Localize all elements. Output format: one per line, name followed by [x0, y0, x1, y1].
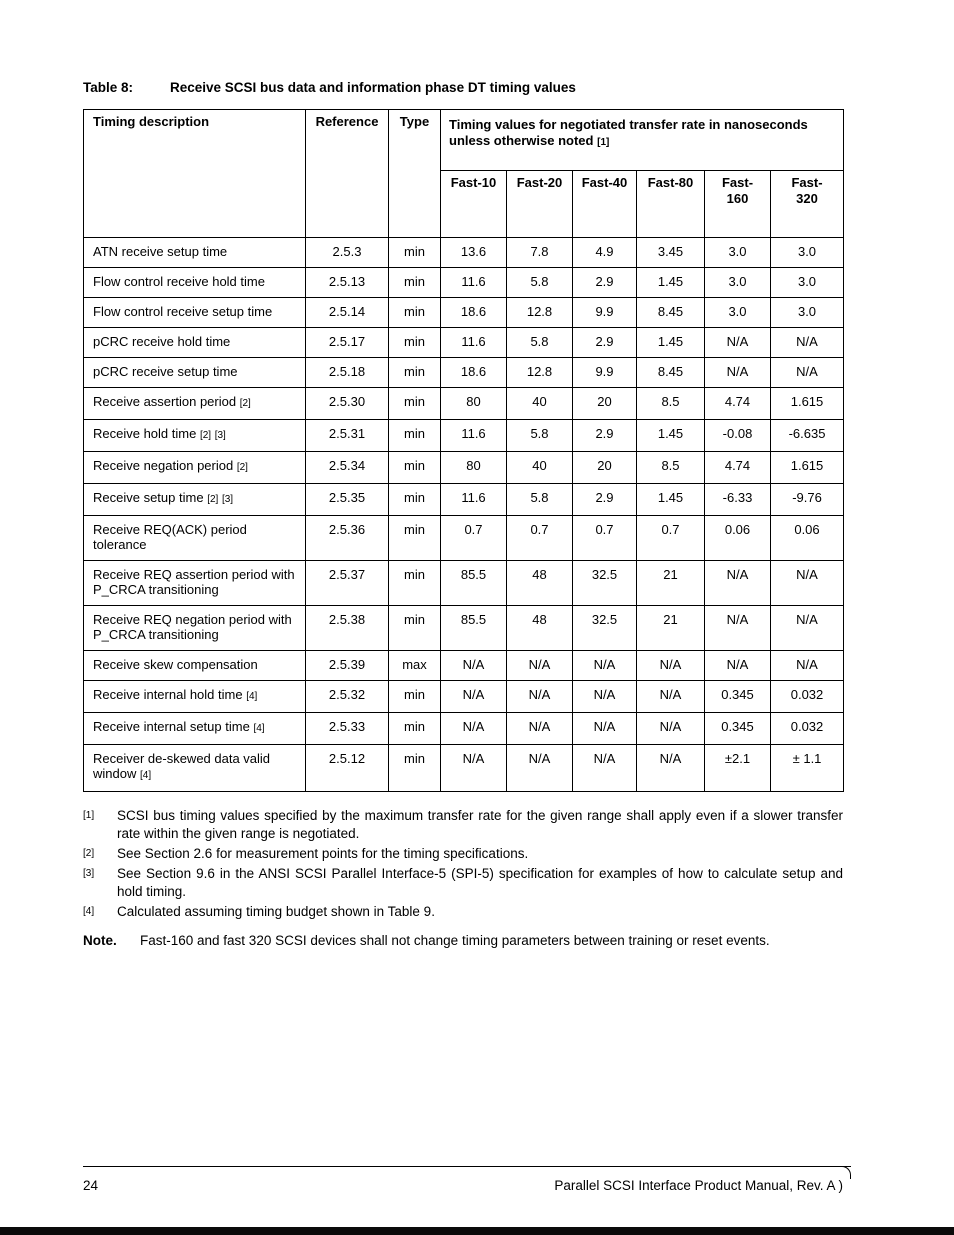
timing-description-cell: pCRC receive hold time [84, 328, 306, 358]
page-content [83, 80, 843, 950]
value-cell-fast-160: 3.0 [705, 298, 771, 328]
timing-description-cell: Receive REQ negation period with P_CRCA transitioning [84, 606, 306, 651]
span-header [441, 110, 844, 171]
reference-cell: 2.5.35 [306, 484, 389, 516]
value-cell-fast-160: ±2.1 [705, 745, 771, 792]
value-cell-fast-10: N/A [441, 713, 507, 745]
value-cell-fast-10: 11.6 [441, 484, 507, 516]
page-edge-bar [0, 1227, 954, 1235]
timing-description-cell: Receive internal setup time [4] [84, 713, 306, 745]
note-label: Note. [83, 933, 117, 948]
value-cell-fast-20: N/A [507, 713, 573, 745]
value-cell-fast-10: 80 [441, 452, 507, 484]
value-cell-fast-160: N/A [705, 328, 771, 358]
table-row [84, 238, 844, 268]
reference-cell: 2.5.3 [306, 238, 389, 268]
header-row-top [84, 110, 844, 171]
value-cell-fast-80: N/A [637, 681, 705, 713]
type-cell: min [389, 516, 441, 561]
timing-description-cell: Receiver de-skewed data valid window [4] [84, 745, 306, 792]
table-row [84, 420, 844, 452]
value-cell-fast-20: 48 [507, 561, 573, 606]
reference-cell: 2.5.31 [306, 420, 389, 452]
value-cell-fast-40: 0.7 [573, 516, 637, 561]
table-row [84, 561, 844, 606]
column-header-type: Type [389, 110, 441, 238]
reference-cell: 2.5.33 [306, 713, 389, 745]
footnotes [83, 807, 843, 921]
value-cell-fast-320: N/A [771, 358, 844, 388]
reference-cell: 2.5.18 [306, 358, 389, 388]
footnote-text: See Section 2.6 for measurement points for the timing specifications. [117, 846, 529, 861]
table-row [84, 328, 844, 358]
value-cell-fast-80: 3.45 [637, 238, 705, 268]
type-cell: min [389, 298, 441, 328]
value-cell-fast-20: N/A [507, 681, 573, 713]
reference-cell: 2.5.17 [306, 328, 389, 358]
value-cell-fast-320: 3.0 [771, 268, 844, 298]
footnote-ref-1: [1] [597, 137, 610, 148]
table-row [84, 358, 844, 388]
footnote-ref: [4] [246, 691, 258, 702]
footer-manual-title: Parallel SCSI Interface Product Manual, Rev. A ) [554, 1178, 843, 1193]
value-cell-fast-160: 0.06 [705, 516, 771, 561]
timing-table [83, 109, 844, 792]
value-cell-fast-10: N/A [441, 681, 507, 713]
value-cell-fast-80: 1.45 [637, 268, 705, 298]
value-cell-fast-10: 11.6 [441, 420, 507, 452]
value-cell-fast-40: 2.9 [573, 268, 637, 298]
value-cell-fast-320: N/A [771, 328, 844, 358]
value-cell-fast-20: N/A [507, 745, 573, 792]
footnote-ref: [2] [199, 430, 212, 441]
value-cell-fast-10: 85.5 [441, 561, 507, 606]
value-cell-fast-320: 0.032 [771, 713, 844, 745]
footnote-text: See Section 9.6 in the ANSI SCSI Parallel Interface-5 (SPI-5) specification for examples of how to calculate setup and hold timing. [117, 866, 843, 899]
value-cell-fast-10: 18.6 [441, 298, 507, 328]
value-cell-fast-320: 1.615 [771, 452, 844, 484]
timing-description-cell: Receive skew compensation [84, 651, 306, 681]
reference-cell: 2.5.37 [306, 561, 389, 606]
footer [83, 1178, 843, 1193]
footnote [83, 903, 843, 921]
value-cell-fast-40: 20 [573, 452, 637, 484]
footnote-ref: [2] [236, 462, 248, 473]
value-cell-fast-20: 5.8 [507, 328, 573, 358]
column-header-fast-40: Fast-40 [573, 171, 637, 238]
footnote-marker: [2] [83, 848, 95, 859]
value-cell-fast-80: 0.7 [637, 516, 705, 561]
value-cell-fast-160: 0.345 [705, 713, 771, 745]
value-cell-fast-80: 1.45 [637, 484, 705, 516]
footnote-text: Calculated assuming timing budget shown in Table 9. [117, 904, 435, 919]
value-cell-fast-160: 3.0 [705, 268, 771, 298]
type-cell: min [389, 713, 441, 745]
value-cell-fast-160: 4.74 [705, 388, 771, 420]
value-cell-fast-40: 9.9 [573, 358, 637, 388]
table-row [84, 606, 844, 651]
value-cell-fast-40: 32.5 [573, 561, 637, 606]
reference-cell: 2.5.14 [306, 298, 389, 328]
column-header-fast-160: Fast- 160 [705, 171, 771, 238]
footnote-marker: [1] [83, 810, 95, 821]
value-cell-fast-20: 5.8 [507, 420, 573, 452]
value-cell-fast-20: 40 [507, 452, 573, 484]
footnote-ref: [4] [253, 723, 265, 734]
type-cell: min [389, 268, 441, 298]
value-cell-fast-320: ± 1.1 [771, 745, 844, 792]
value-cell-fast-20: 12.8 [507, 358, 573, 388]
value-cell-fast-10: N/A [441, 651, 507, 681]
reference-cell: 2.5.39 [306, 651, 389, 681]
table-row [84, 516, 844, 561]
value-cell-fast-80: N/A [637, 713, 705, 745]
table-row [84, 651, 844, 681]
table-caption [83, 80, 843, 95]
footnote-ref: [2] [239, 398, 251, 409]
value-cell-fast-160: 4.74 [705, 452, 771, 484]
value-cell-fast-320: 0.032 [771, 681, 844, 713]
value-cell-fast-80: 8.5 [637, 388, 705, 420]
value-cell-fast-320: 1.615 [771, 388, 844, 420]
value-cell-fast-320: -6.635 [771, 420, 844, 452]
value-cell-fast-80: 8.5 [637, 452, 705, 484]
value-cell-fast-80: 1.45 [637, 328, 705, 358]
footnote-text: SCSI bus timing values specified by the maximum transfer rate for the given range shall apply even if a slower transfer rate within the given range is negotiated. [117, 808, 843, 841]
reference-cell: 2.5.30 [306, 388, 389, 420]
column-header-fast-10: Fast-10 [441, 171, 507, 238]
timing-description-cell: pCRC receive setup time [84, 358, 306, 388]
footnote [83, 865, 843, 901]
value-cell-fast-20: 12.8 [507, 298, 573, 328]
span-header-text: Timing values for negotiated transfer rate in nanoseconds unless otherwise noted [449, 117, 808, 148]
reference-cell: 2.5.12 [306, 745, 389, 792]
value-cell-fast-80: N/A [637, 651, 705, 681]
table-row [84, 681, 844, 713]
value-cell-fast-10: 11.6 [441, 328, 507, 358]
value-cell-fast-80: 8.45 [637, 358, 705, 388]
value-cell-fast-10: 18.6 [441, 358, 507, 388]
column-header-fast-20: Fast-20 [507, 171, 573, 238]
value-cell-fast-80: 21 [637, 606, 705, 651]
value-cell-fast-40: 2.9 [573, 420, 637, 452]
type-cell: min [389, 358, 441, 388]
table-caption-title: Receive SCSI bus data and information phase DT timing values [170, 80, 576, 95]
value-cell-fast-20: 5.8 [507, 484, 573, 516]
value-cell-fast-160: 3.0 [705, 238, 771, 268]
value-cell-fast-160: -6.33 [705, 484, 771, 516]
footnote [83, 807, 843, 843]
value-cell-fast-80: N/A [637, 745, 705, 792]
timing-description-cell: Receive setup time [2] [3] [84, 484, 306, 516]
timing-description-cell: Receive negation period [2] [84, 452, 306, 484]
column-header-fast-320: Fast- 320 [771, 171, 844, 238]
value-cell-fast-20: 5.8 [507, 268, 573, 298]
type-cell: min [389, 238, 441, 268]
timing-description-cell: Receive assertion period [2] [84, 388, 306, 420]
timing-description-cell: ATN receive setup time [84, 238, 306, 268]
table-row [84, 745, 844, 792]
value-cell-fast-40: 20 [573, 388, 637, 420]
type-cell: min [389, 388, 441, 420]
value-cell-fast-10: 85.5 [441, 606, 507, 651]
footnote-ref: [3] [214, 430, 226, 441]
timing-description-cell: Flow control receive setup time [84, 298, 306, 328]
value-cell-fast-160: N/A [705, 606, 771, 651]
table-row [84, 388, 844, 420]
timing-description-cell: Receive internal hold time [4] [84, 681, 306, 713]
value-cell-fast-320: 3.0 [771, 238, 844, 268]
table-row [84, 268, 844, 298]
type-cell: min [389, 681, 441, 713]
reference-cell: 2.5.34 [306, 452, 389, 484]
value-cell-fast-80: 8.45 [637, 298, 705, 328]
footnote-marker: [4] [83, 906, 95, 917]
value-cell-fast-40: 2.9 [573, 328, 637, 358]
value-cell-fast-40: 4.9 [573, 238, 637, 268]
value-cell-fast-160: N/A [705, 358, 771, 388]
column-header-reference: Reference [306, 110, 389, 238]
value-cell-fast-10: N/A [441, 745, 507, 792]
value-cell-fast-80: 1.45 [637, 420, 705, 452]
value-cell-fast-20: 48 [507, 606, 573, 651]
type-cell: min [389, 606, 441, 651]
value-cell-fast-10: 13.6 [441, 238, 507, 268]
value-cell-fast-320: N/A [771, 561, 844, 606]
column-header-fast-80: Fast-80 [637, 171, 705, 238]
page-number: 24 [83, 1178, 99, 1193]
table-caption-label: Table 8: [83, 80, 134, 95]
table-row [84, 484, 844, 516]
value-cell-fast-10: 80 [441, 388, 507, 420]
value-cell-fast-20: 0.7 [507, 516, 573, 561]
value-cell-fast-160: N/A [705, 561, 771, 606]
reference-cell: 2.5.36 [306, 516, 389, 561]
value-cell-fast-40: 9.9 [573, 298, 637, 328]
value-cell-fast-80: 21 [637, 561, 705, 606]
reference-cell: 2.5.13 [306, 268, 389, 298]
reference-cell: 2.5.32 [306, 681, 389, 713]
value-cell-fast-320: 3.0 [771, 298, 844, 328]
type-cell: min [389, 561, 441, 606]
timing-description-cell: Receive REQ(ACK) period tolerance [84, 516, 306, 561]
value-cell-fast-160: -0.08 [705, 420, 771, 452]
footnote-marker: [3] [83, 868, 95, 879]
value-cell-fast-320: N/A [771, 651, 844, 681]
type-cell: min [389, 420, 441, 452]
value-cell-fast-40: N/A [573, 651, 637, 681]
value-cell-fast-320: N/A [771, 606, 844, 651]
value-cell-fast-40: 32.5 [573, 606, 637, 651]
footnote [83, 845, 843, 863]
value-cell-fast-160: N/A [705, 651, 771, 681]
value-cell-fast-160: 0.345 [705, 681, 771, 713]
value-cell-fast-20: 40 [507, 388, 573, 420]
footer-rule [83, 1166, 851, 1167]
value-cell-fast-10: 11.6 [441, 268, 507, 298]
table-row [84, 713, 844, 745]
type-cell: min [389, 484, 441, 516]
footnote-ref: [3] [221, 494, 234, 505]
value-cell-fast-20: N/A [507, 651, 573, 681]
type-cell: min [389, 745, 441, 792]
value-cell-fast-40: N/A [573, 745, 637, 792]
type-cell: max [389, 651, 441, 681]
timing-description-cell: Receive REQ assertion period with P_CRCA transitioning [84, 561, 306, 606]
value-cell-fast-320: -9.76 [771, 484, 844, 516]
footnote-ref: [4] [139, 770, 152, 781]
timing-description-cell: Receive hold time [2] [3] [84, 420, 306, 452]
type-cell: min [389, 328, 441, 358]
type-cell: min [389, 452, 441, 484]
value-cell-fast-40: 2.9 [573, 484, 637, 516]
value-cell-fast-10: 0.7 [441, 516, 507, 561]
table-row [84, 298, 844, 328]
value-cell-fast-20: 7.8 [507, 238, 573, 268]
reference-cell: 2.5.38 [306, 606, 389, 651]
note [83, 932, 843, 950]
column-header-timing-description: Timing description [84, 110, 306, 238]
timing-description-cell: Flow control receive hold time [84, 268, 306, 298]
value-cell-fast-40: N/A [573, 713, 637, 745]
table-row [84, 452, 844, 484]
value-cell-fast-40: N/A [573, 681, 637, 713]
value-cell-fast-320: 0.06 [771, 516, 844, 561]
footnote-ref: [2] [207, 494, 219, 505]
note-text: Fast-160 and fast 320 SCSI devices shall not change timing parameters between training or reset events. [140, 933, 770, 948]
